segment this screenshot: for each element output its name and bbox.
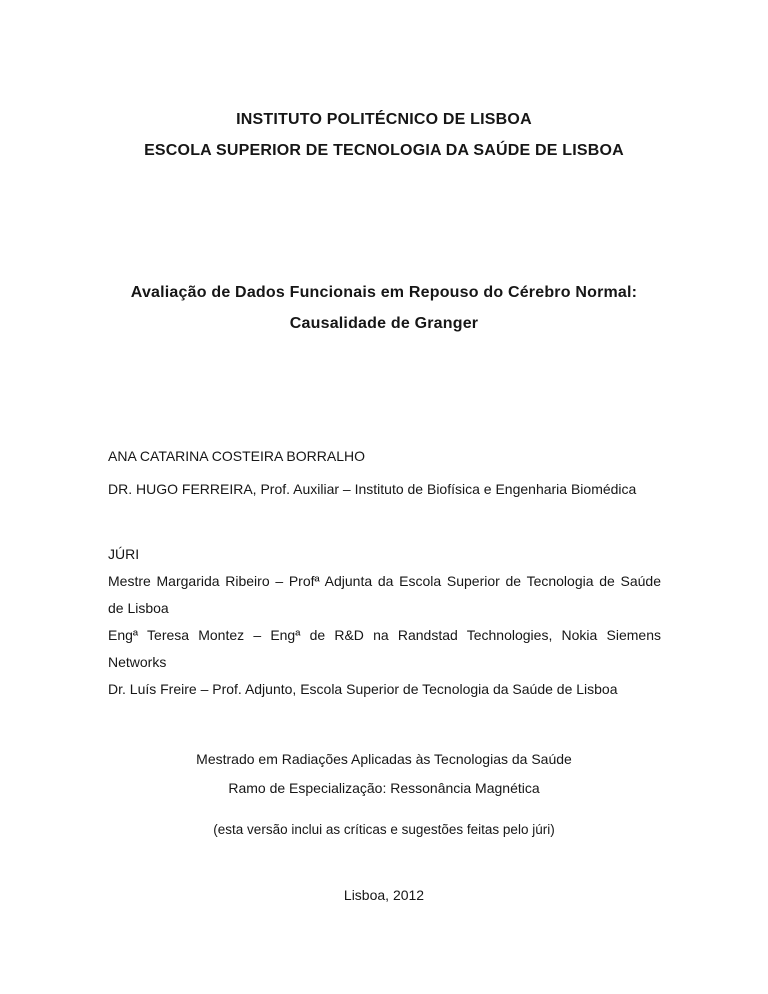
supervisor-line: DR. HUGO FERREIRA, Prof. Auxiliar – Instituto de Biofísica e Engenharia Biomédica bbox=[108, 481, 637, 497]
institution-name: INSTITUTO POLITÉCNICO DE LISBOA bbox=[236, 111, 532, 128]
jury-member-line: Engª Teresa Montez – Engª de R&D na Randstad Technologies, Nokia Siemens bbox=[108, 627, 661, 643]
thesis-title bbox=[0, 277, 768, 339]
masters-program-line: Mestrado em Radiações Aplicadas às Tecnologias da Saúde bbox=[196, 751, 572, 767]
author-section bbox=[108, 446, 664, 499]
author-name: ANA CATARINA COSTEIRA BORRALHO bbox=[108, 448, 365, 464]
jury-member-line: Dr. Luís Freire – Prof. Adjunto, Escola Superior de Tecnologia da Saúde de Lisboa bbox=[108, 681, 618, 697]
jury-heading: JÚRI bbox=[108, 546, 140, 562]
institution-header bbox=[0, 104, 768, 166]
program-section bbox=[0, 745, 768, 803]
jury-member-line-wrap: Networks bbox=[108, 654, 167, 670]
jury-member-line: Mestre Margarida Ribeiro – Profª Adjunta da Escola Superior de Tecnologia de Saúde bbox=[108, 573, 661, 589]
place-and-date: Lisboa, 2012 bbox=[343, 887, 425, 903]
jury-member-line-wrap: de Lisboa bbox=[108, 600, 169, 616]
jury-section bbox=[108, 541, 661, 703]
specialization-line: Ramo de Especialização: Ressonância Magnética bbox=[228, 780, 540, 796]
thesis-title-line1: Avaliação de Dados Funcionais em Repouso do Cérebro Normal: bbox=[130, 284, 638, 301]
school-name: ESCOLA SUPERIOR DE TECNOLOGIA DA SAÚDE DE LISBOA bbox=[144, 142, 624, 159]
thesis-title-line2: Causalidade de Granger bbox=[289, 315, 479, 332]
version-note: (esta versão inclui as críticas e sugestões feitas pelo júri) bbox=[213, 822, 555, 837]
